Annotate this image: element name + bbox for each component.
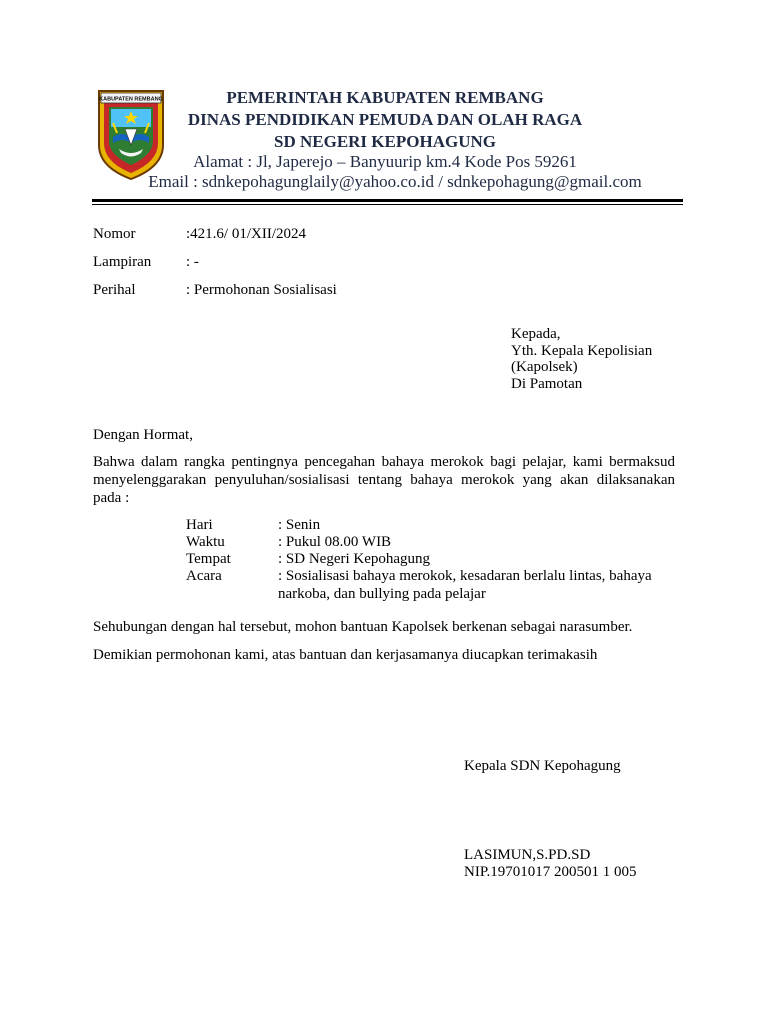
detail-label-tempat: Tempat — [186, 551, 231, 567]
recipient-line: (Kapolsek) — [511, 359, 578, 375]
detail-label-waktu: Waktu — [186, 534, 225, 550]
closing-request: Sehubungan dengan hal tersebut, mohon bantuan Kapolsek berkenan sebagai narasumber. — [93, 619, 633, 635]
letterhead-divider-thin — [92, 204, 683, 205]
meta-value-lampiran: : - — [186, 254, 199, 270]
recipient-line: Yth. Kepala Kepolisian — [511, 343, 653, 359]
signature-title: Kepala SDN Kepohagung — [464, 758, 621, 774]
letterhead-department-line: DINAS PENDIDIKAN PEMUDA DAN OLAH RAGA — [187, 110, 583, 129]
recipient-line: Di Pamotan — [511, 376, 583, 392]
detail-label-acara: Acara — [186, 568, 222, 584]
salutation: Dengan Hormat, — [93, 427, 193, 443]
recipient-line: Kepada, — [511, 326, 561, 342]
detail-value-tempat: : SD Negeri Kepohagung — [278, 551, 431, 567]
meta-label-nomor: Nomor — [93, 226, 136, 242]
meta-value-nomor: :421.6/ 01/XII/2024 — [186, 226, 306, 242]
letterhead-school-name: SD NEGERI KEPOHAGUNG — [274, 132, 496, 151]
letterhead-address: Alamat : Jl, Japerejo – Banyuurip km.4 Kode Pos 59261 — [193, 152, 577, 171]
detail-value-hari: : Senin — [278, 517, 321, 533]
intro-paragraph: Bahwa dalam rangka pentingnya pencegahan bahaya merokok bagi pelajar, kami bermaksud menyelenggarakan penyuluhan/sosialisasi tentang bahaya merokok yang akan dilaksanakan pada : — [93, 454, 675, 506]
letterhead-email: Email : sdnkepohagunglaily@yahoo.co.id / sdnkepohagung@gmail.com — [148, 172, 642, 191]
letterhead-divider-thick — [92, 199, 683, 202]
meta-label-lampiran: Lampiran — [93, 254, 152, 270]
detail-value-waktu: : Pukul 08.00 WIB — [278, 534, 392, 550]
detail-label-hari: Hari — [186, 517, 213, 533]
detail-value-acara: : Sosialisasi bahaya merokok, kesadaran berlalu lintas, bahaya narkoba, dan bullying pada pelajar — [278, 568, 652, 602]
signatory-name: LASIMUN,S.PD.SD — [464, 847, 591, 863]
meta-label-perihal: Perihal — [93, 282, 136, 298]
letterhead-government-line: PEMERINTAH KABUPATEN REMBANG — [226, 88, 544, 107]
closing-thanks: Demikian permohonan kami, atas bantuan dan kerjasamanya diucapkan terimakasih — [93, 647, 598, 663]
emblem-banner-text: KABUPATEN REMBANG — [99, 96, 163, 103]
meta-value-perihal: : Permohonan Sosialisasi — [186, 282, 337, 298]
signatory-nip: NIP.19701017 200501 1 005 — [464, 864, 637, 880]
